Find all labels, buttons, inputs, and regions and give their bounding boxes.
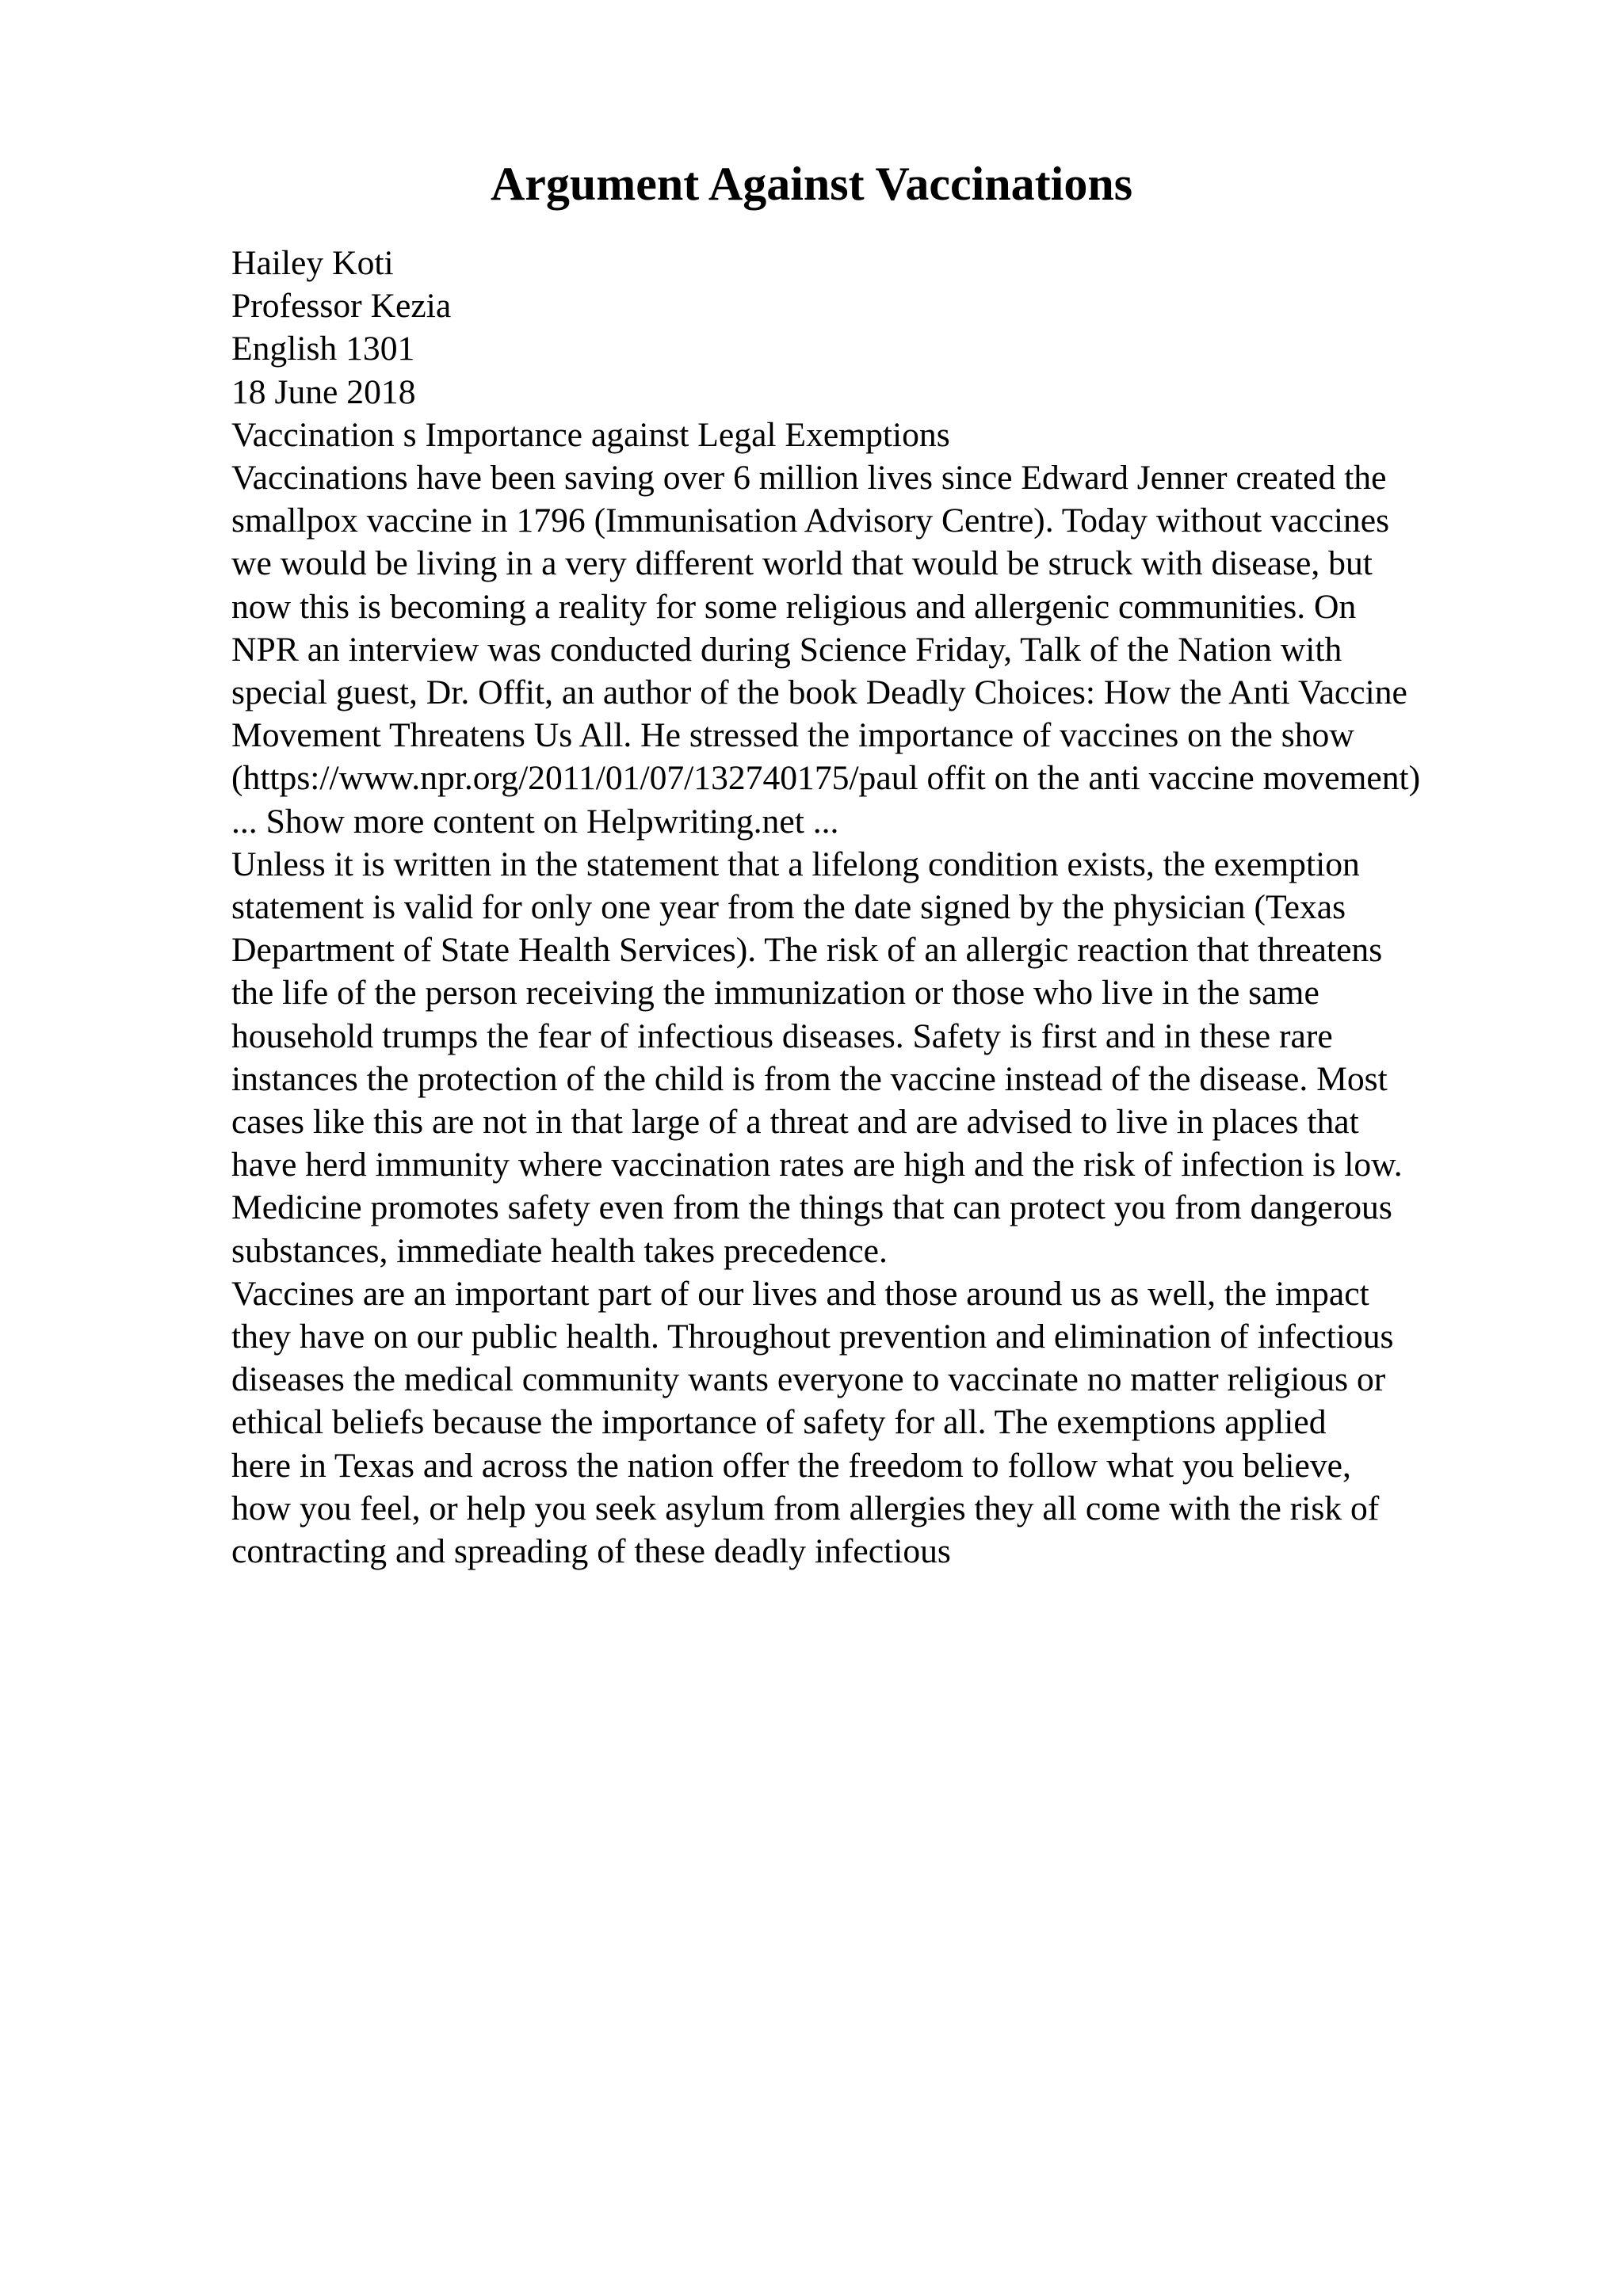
paragraph-line: Unless it is written in the statement that a lifelong condition exists, the exemption (231, 845, 1360, 883)
document-date: 18 June 2018 (231, 372, 416, 411)
show-more-link[interactable]: ... Show more content on Helpwriting.net ... (231, 802, 839, 841)
paragraph-line: household trumps the fear of infectious diseases. Safety is first and in these rare (231, 1016, 1333, 1055)
paragraph-line: Department of State Health Services). The risk of an allergic reaction that threatens (231, 931, 1383, 970)
paragraph-line: special guest, Dr. Offit, an author of the book Deadly Choices: How the Anti Vaccine (231, 673, 1407, 712)
paragraph-3 (231, 1272, 1610, 1573)
paragraph-2 (231, 843, 1610, 1272)
paragraph-line: we would be living in a very different world that would be struck with disease, but (231, 544, 1373, 583)
paragraph-line: the life of the person receiving the immunization or those who live in the same (231, 974, 1319, 1013)
paragraph-line: (https://www.npr.org/2011/01/07/132740175/paul offit on the anti vaccine movement) (231, 759, 1421, 798)
document-body (231, 242, 1610, 1573)
paragraph-line: instances the protection of the child is from the vaccine instead of the disease. Most (231, 1059, 1388, 1098)
document-title: Argument Against Vaccinations (490, 158, 1133, 210)
paragraph-line: contracting and spreading of these deadly infectious (231, 1532, 951, 1571)
course-name: English 1301 (231, 330, 415, 368)
paragraph-line: NPR an interview was conducted during Science Friday, Talk of the Nation with (231, 630, 1342, 669)
paragraph-line: substances, immediate health takes precedence. (231, 1231, 888, 1270)
paragraph-line: Vaccinations have been saving over 6 million lives since Edward Jenner created the (231, 459, 1387, 498)
paragraph-line: smallpox vaccine in 1796 (Immunisation Advisory Centre). Today without vaccines (231, 502, 1390, 540)
paragraph-line: statement is valid for only one year from the date signed by the physician (Texas (231, 888, 1346, 927)
paragraph-line: how you feel, or help you seek asylum from allergies they all come with the risk of (231, 1489, 1380, 1527)
essay-title: Vaccination s Importance against Legal Exemptions (231, 415, 950, 454)
paragraph-line: cases like this are not in that large of a threat and are advised to live in places that (231, 1103, 1359, 1142)
author-name: Hailey Koti (231, 244, 394, 282)
paragraph-line: diseases the medical community wants everyone to vaccinate no matter religious or (231, 1360, 1386, 1399)
paragraph-line: have herd immunity where vaccination rates are high and the risk of infection is low. (231, 1146, 1403, 1184)
paragraph-line: Movement Threatens Us All. He stressed the importance of vaccines on the show (231, 716, 1354, 755)
paragraph-1 (231, 456, 1610, 800)
paragraph-line: ethical beliefs because the importance of safety for all. The exemptions applied (231, 1403, 1327, 1442)
paragraph-line: here in Texas and across the nation offer the freedom to follow what you believe, (231, 1446, 1351, 1485)
paragraph-line: Medicine promotes safety even from the things that can protect you from dangerous (231, 1188, 1392, 1227)
professor-name: Professor Kezia (231, 287, 452, 326)
paragraph-line: Vaccines are an important part of our lives and those around us as well, the impact (231, 1274, 1369, 1313)
paragraph-line: now this is becoming a reality for some religious and allergenic communities. On (231, 587, 1357, 626)
paragraph-line: they have on our public health. Throughout prevention and elimination of infectious (231, 1318, 1394, 1356)
